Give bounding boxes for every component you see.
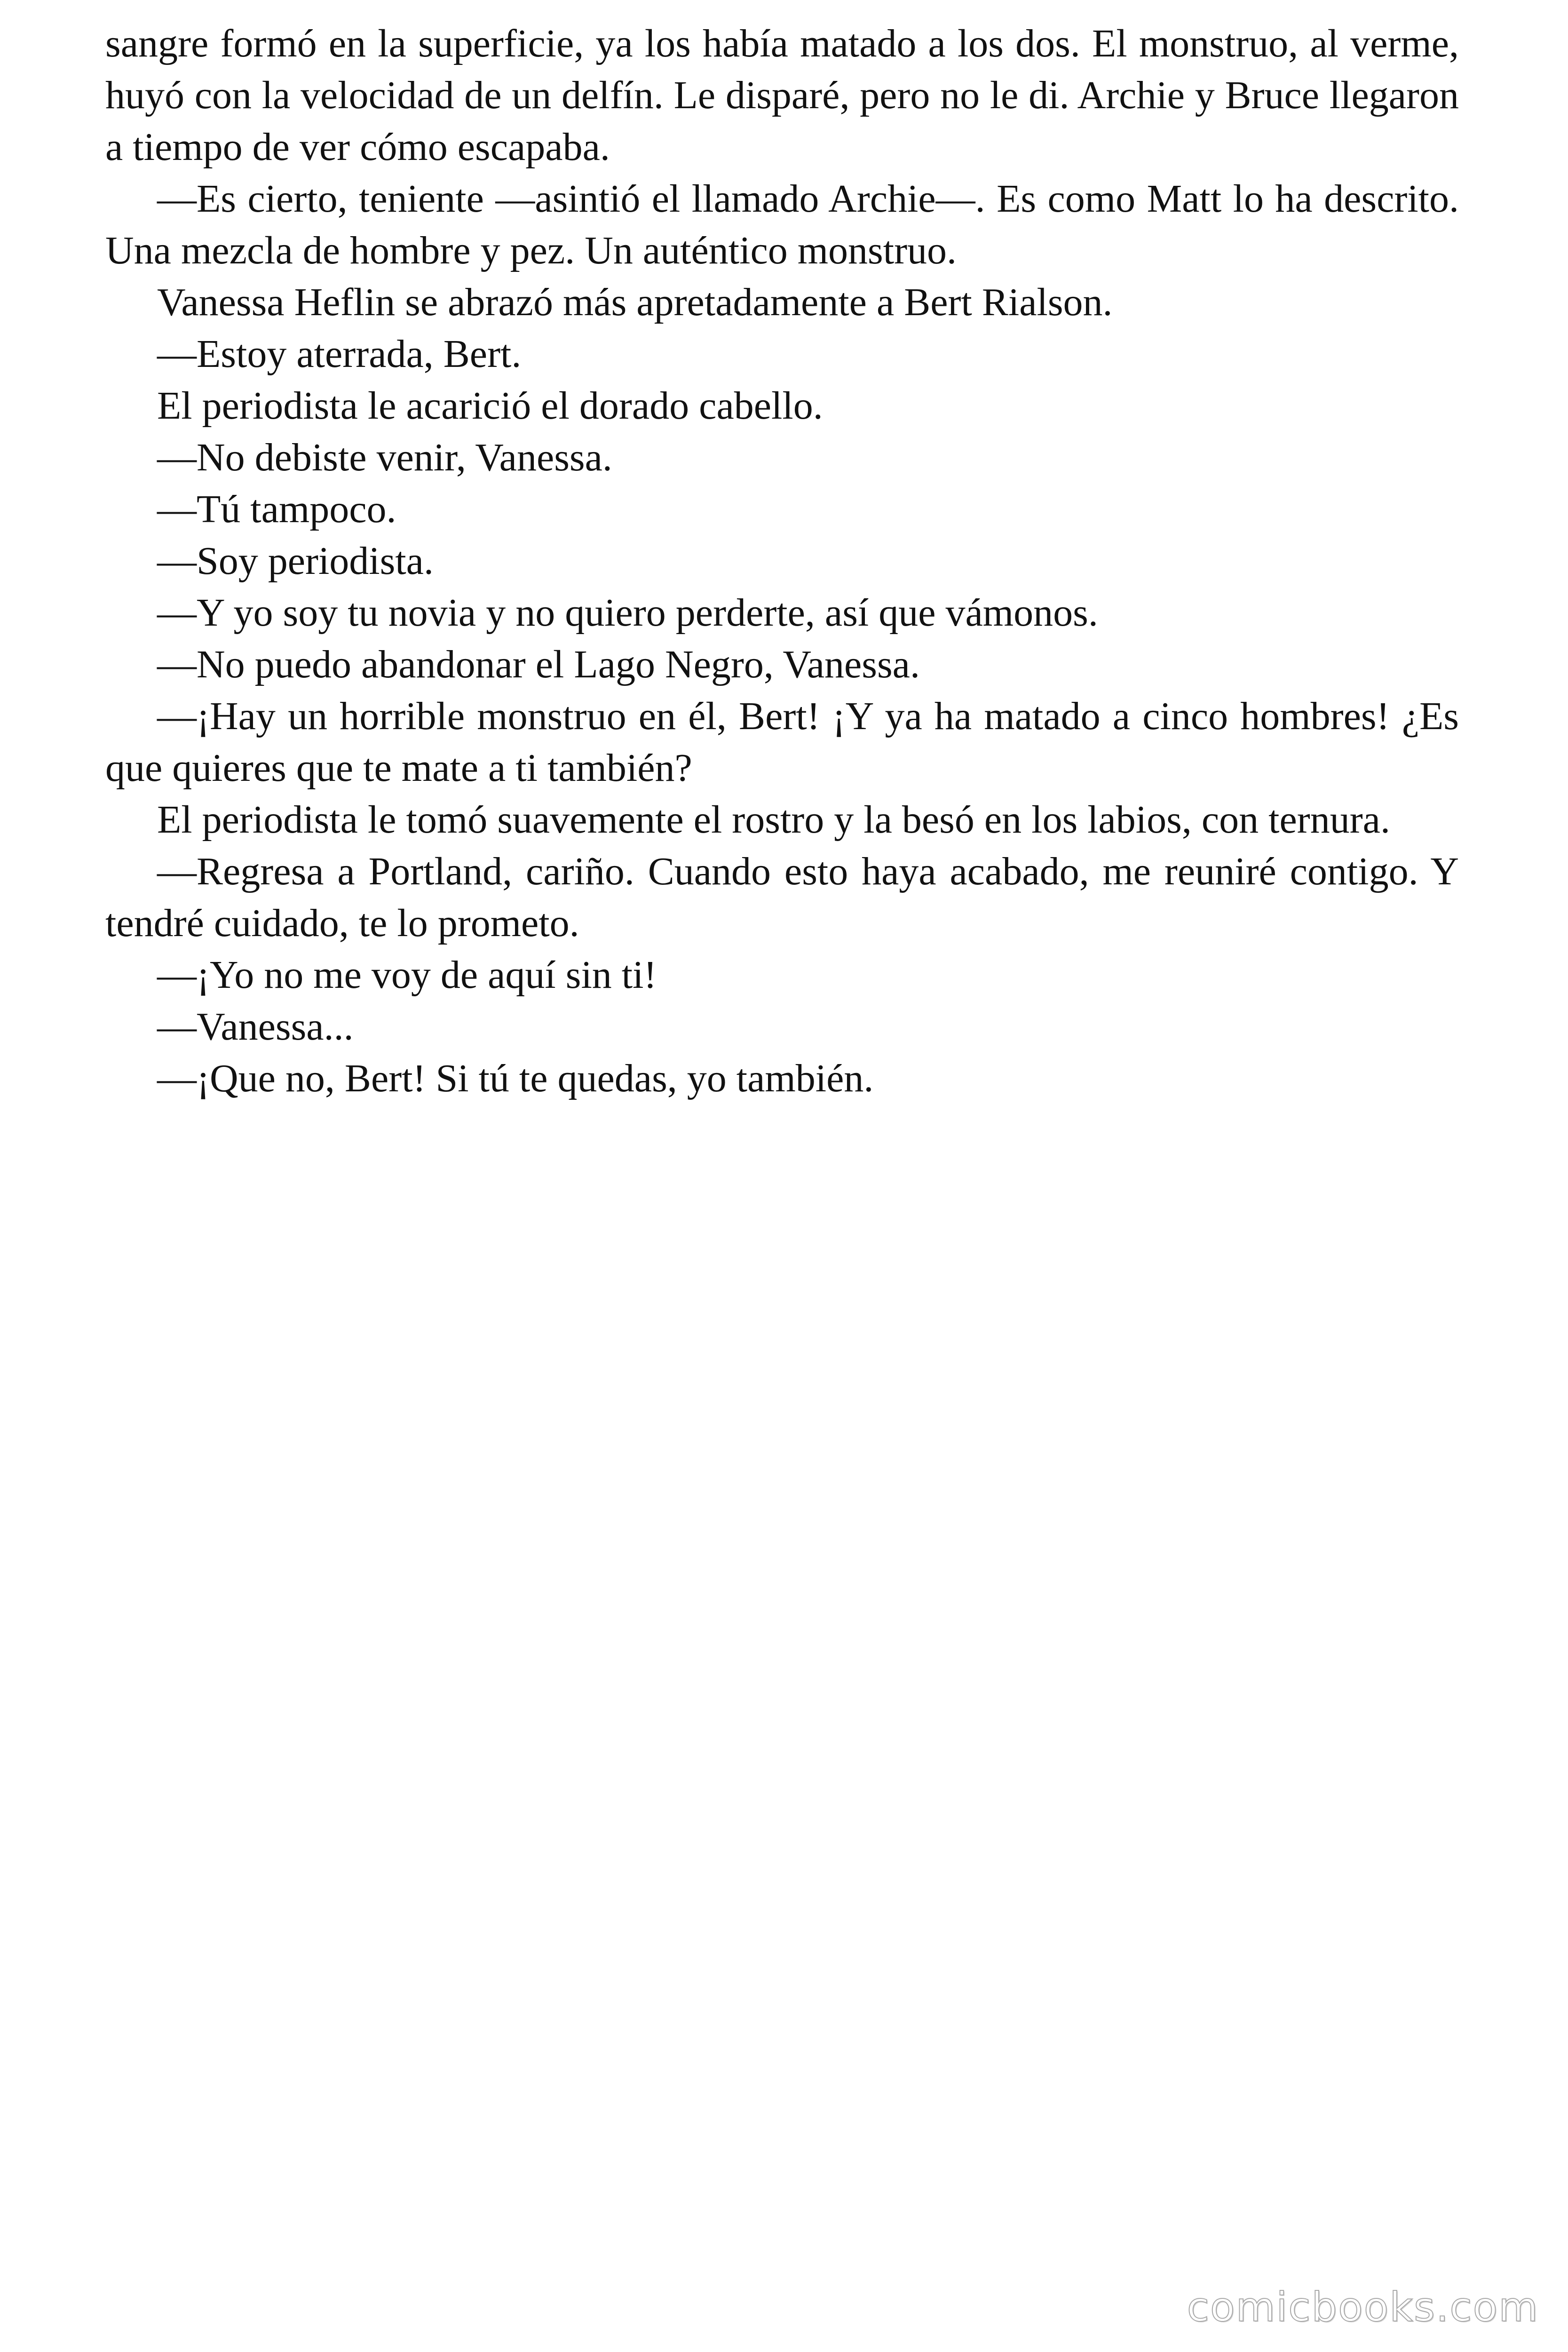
paragraph: sangre formó en la superficie, ya los había matado a los dos. El monstruo, al verme, huyó con la velocidad de un delfín. Le disparé, pero no le di. Archie y Bruce llegaron a tiempo de ver cómo escapaba. <box>105 22 1459 169</box>
paragraph: Vanessa Heflin se abrazó más apretadamente a Bert Rialson. <box>157 280 1113 324</box>
paragraph: —¡Yo no me voy de aquí sin ti! <box>157 953 657 997</box>
paragraph: —Regresa a Portland, cariño. Cuando esto haya acabado, me reuniré contigo. Y tendré cuidado, te lo prometo. <box>105 850 1459 945</box>
paragraph: —Es cierto, teniente —asintió el llamado Archie—. Es como Matt lo ha descrito. Una mezcla de hombre y pez. Un auténtico monstruo. <box>105 177 1459 272</box>
paragraph: —No debiste venir, Vanessa. <box>157 436 612 479</box>
paragraph: El periodista le tomó suavemente el rostro y la besó en los labios, con ternura. <box>157 798 1390 842</box>
page-body-text <box>105 18 1459 1104</box>
paragraph: —¡Hay un horrible monstruo en él, Bert! ¡Y ya ha matado a cinco hombres! ¿Es que quieres que te mate a ti también? <box>105 694 1459 790</box>
paragraph: El periodista le acarició el dorado cabello. <box>157 384 823 428</box>
paragraph: —Soy periodista. <box>157 539 434 583</box>
paragraph: —No puedo abandonar el Lago Negro, Vanessa. <box>157 643 920 686</box>
site-watermark: comicbooks.com <box>1187 2284 1539 2331</box>
paragraph: —¡Que no, Bert! Si tú te quedas, yo también. <box>157 1057 874 1100</box>
paragraph: —Tú tampoco. <box>157 487 396 531</box>
paragraph: —Y yo soy tu novia y no quiero perderte, así que vámonos. <box>157 591 1098 635</box>
paragraph: —Estoy aterrada, Bert. <box>157 332 522 376</box>
paragraph: —Vanessa... <box>157 1005 354 1049</box>
